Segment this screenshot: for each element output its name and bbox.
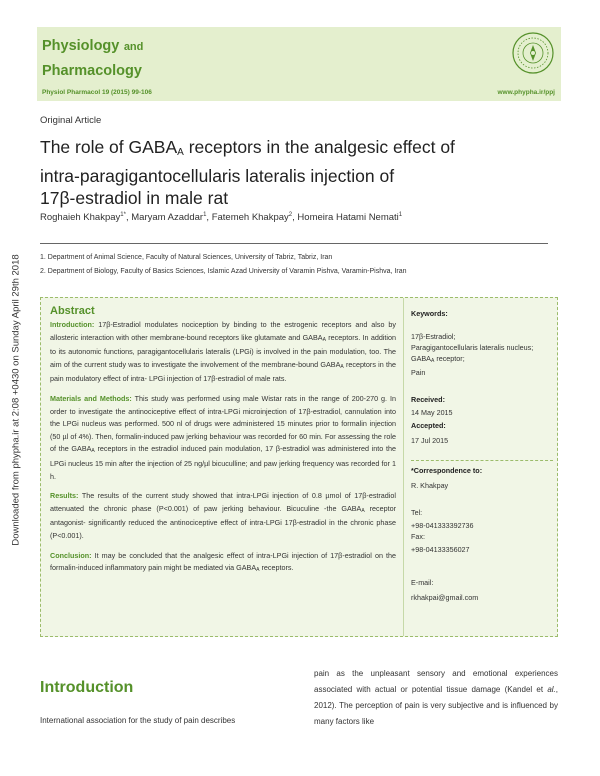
article-title: The role of $GABA_A$ receptors in the analgesic effect of intra-paragigantocellularis lateralis injection of 17β-estradiol in male rat [40, 137, 455, 208]
divider [40, 243, 548, 244]
abstract-introduction: Introduction: 17β-Estradiol modulates nociception by binding to the estrogenic receptors and also by allosteric interaction with other membrane-bound receptors like glutamate and $GABA_A$ receptors. In addition to its autonomic functions, paragigantocellularis lateralis (LPGi) is involved in the pain modulation, too. The aim of the current study was to investigate the involvement of the membrane-bound $GABA_A$ receptors in the pain modulatory effect of intra- LPGi injection of 17β-estradiol of male rats. [50, 320, 397, 384]
abstract-results: Results: The results of the current study showed that intra-LPGi injection of 0.8 µmol of 17β-estradiol attenuated the chronic phase (P<0.001) of paw jerking behaviour. Bicuculine -the $GABA_A$ receptor antagonist- significantly reduced the antinociceptive effect of intra-LPGi 17β-estradiol in the chronic phase (P<0.001). [50, 491, 396, 540]
journal-citation: Physiol Pharmacol 19 (2015) 99-106 [42, 89, 152, 96]
abstract-conclusion: Conclusion: It may be concluded that the analgesic effect of intra-LPGi injection of 17β-estradiol on the formalin-induced inflammatory pain might be mediated via $GABA_A$ receptors. [50, 550, 396, 574]
keyword: Pain [411, 368, 426, 377]
introduction-text-left: International association for the study of pain describes [40, 716, 236, 725]
article-metadata [411, 308, 553, 603]
keyword: 17β-Estradiol; [411, 332, 456, 341]
abstract-heading: Abstract [50, 305, 95, 317]
keyword: Paragigantocellularis lateralis nucleus; [411, 343, 534, 352]
column-separator [403, 298, 404, 636]
download-note: Downloaded from phypha.ir at 2:08 +0430 on Sunday April 29th 2018 [10, 254, 22, 546]
author-name: Roghaieh Khakpay [40, 212, 121, 224]
received-date: 14 May 2015 [411, 408, 453, 417]
accepted-heading: Accepted: [411, 421, 446, 430]
author-name: Fatemeh Khakpay [211, 212, 289, 224]
journal-header [37, 27, 561, 101]
correspondent-name: R. Khakpay [411, 481, 449, 490]
keyword: $GABA_A$ receptor; [411, 354, 465, 364]
author-name: Homeira Hatami Nemati [297, 212, 399, 224]
keywords-heading: Keywords: [411, 309, 448, 318]
email-address[interactable]: rkhakpai@gmail.com [411, 593, 479, 602]
introduction-text-right: pain as the unpleasant sensory and emotional experiences associated with actual or potential tissue damage (Kandel et al., 2012). The perception of pain is very subjective and is influenced by many factors like [314, 669, 558, 726]
abstract-methods: Materials and Methods: This study was performed using male Wistar rats in the range of 200-270 g. In order to investigate the antinociceptive effect of intra-LPGi microinjection of 17β-estradiol, cannulation into the LPGi nucleus was performed. 500 nl of drugs were administered 15 minutes prior to formalin injection (50 µl of 4%). Then, formalin-induced paw jerking behaviour was recorded for 60 min. For assessing the role of the $GABA_A$ receptors in the estradiol induced pain modulation, 17 β-estradiol was administered into the LPGi nucleus 15 min after the injection of 25 ng/µl bicuculline; and paw jerking frequency was recorded for 1 h. [50, 393, 396, 481]
introduction-heading: Introduction [40, 679, 134, 696]
abstract-box [40, 297, 558, 637]
tel-number: +98-041333392736 [411, 521, 474, 530]
author-list: Roghaieh Khakpay$^{1*}$, Maryam Azaddar$^1$, Fatemeh Khakpay$^2$, Homeira Hatami Nemati$^1$ [40, 212, 403, 224]
article-type: Original Article [40, 115, 102, 126]
author-name: Maryam Azaddar [131, 212, 204, 224]
journal-name: Physiology and Pharmacology [42, 38, 144, 79]
fax-label: Fax: [411, 532, 425, 541]
affiliation-2: 2. Department of Biology, Faculty of Basics Sciences, Islamic Azad University of Varamin Pishva, Varamin-Pishva, Iran [40, 268, 407, 275]
tel-label: Tel: [411, 508, 423, 517]
journal-seal-icon [511, 31, 555, 75]
journal-url[interactable]: www.phypha.ir/ppj [497, 89, 555, 96]
correspondence-heading: *Correspondence to: [411, 466, 483, 475]
received-heading: Received: [411, 395, 445, 404]
email-label: E-mail: [411, 578, 434, 587]
abstract-text [50, 305, 396, 584]
accepted-date: 17 Jul 2015 [411, 436, 449, 445]
fax-number: +98-04133356027 [411, 545, 470, 554]
affiliation-1: 1. Department of Animal Science, Faculty of Natural Sciences, University of Tabriz, Tabriz, Iran [40, 254, 333, 261]
